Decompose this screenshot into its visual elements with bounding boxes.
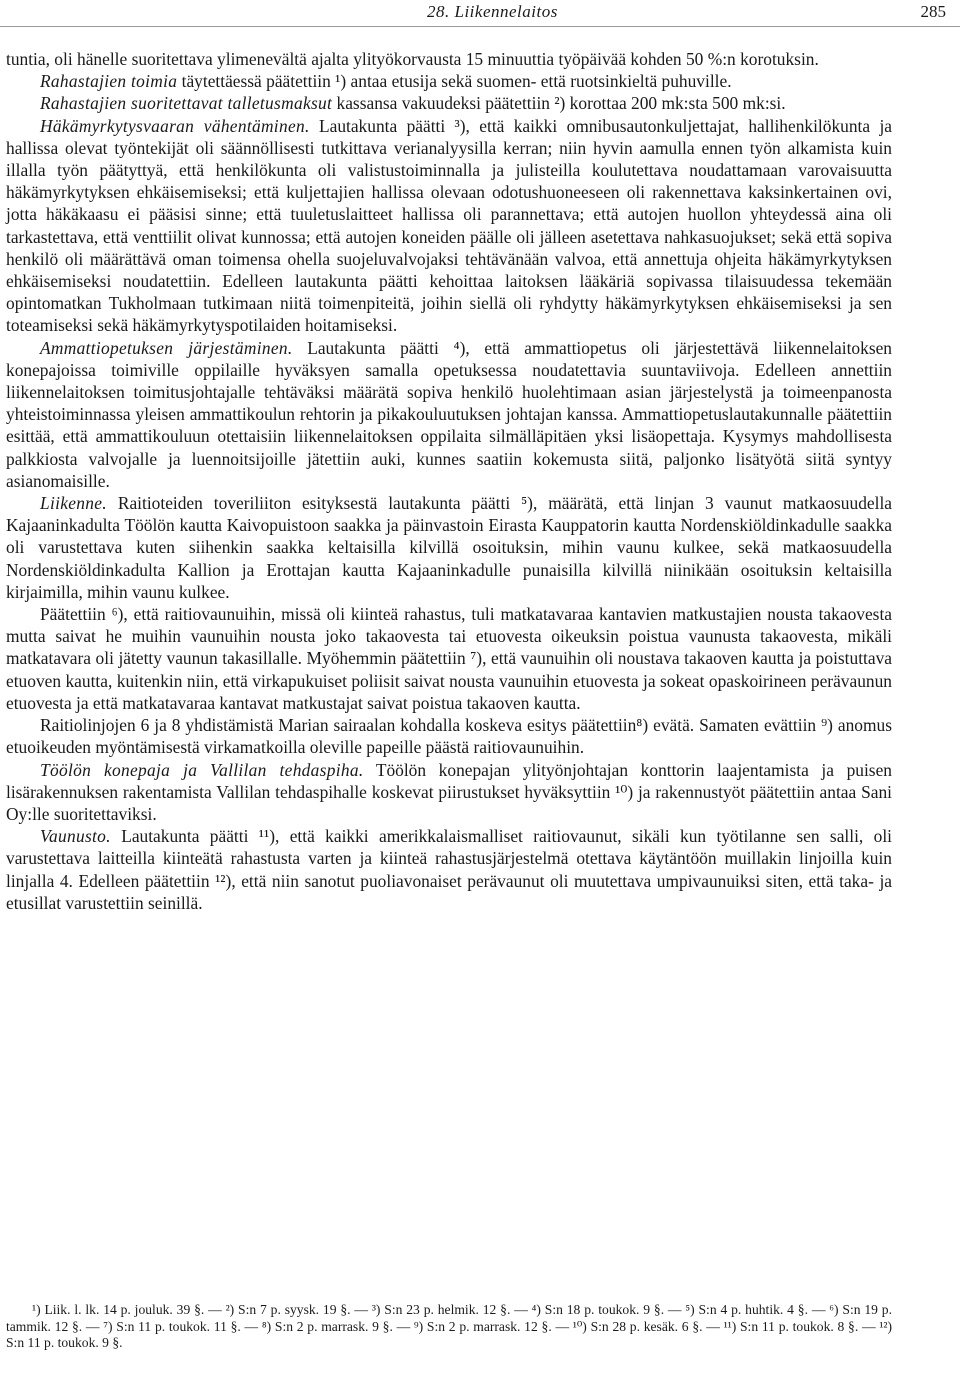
body-text <box>6 48 892 914</box>
running-title: 28. Liikennelaitos <box>427 2 558 21</box>
footnote-text: ¹) Liik. l. lk. 14 p. jouluk. 39 §. — ²) S:n 7 p. syysk. 19 §. — ³) S:n 23 p. helmik. 12 §. — ⁴) S:n 18 p. toukok. 9 §. — ⁵) S:n 4 p. huhtik. 4 §. — ⁶) S:n 19 p. tammik. 12 §. — ⁷) S:n 11 p. toukok. 11 §. — ⁸) S:n 2 p. marrask. 9 §. — ⁹) S:n 2 p. marrask. 12 §. — ¹⁰) S:n 28 p. kesäk. 6 §. — ¹¹) S:n 11 p. toukok. 8 §. — ¹²) S:n 11 p. toukok. 9 §. <box>6 1302 892 1350</box>
footnotes <box>6 1302 892 1352</box>
paragraph: Vaunusto. Lautakunta päätti ¹¹), että kaikki amerikkalaismalliset raitiovaunut, sikäli kun työtilanne sen salli, oli varustettava laitteilla kiinteätä rahastusta varten ja kiinteä rahastusjärjestelmä otettava käytäntöön muillakin linjoilla kuin linjalla 4. Edelleen päätettiin ¹²), että niin sanotut puoliavonaiset perävaunut oli muutettava umpivaunuiksi siten, että taka- ja etusillat varustettiin seinillä. <box>6 826 892 913</box>
header-rule <box>0 26 960 27</box>
page-number: 285 <box>920 2 946 21</box>
paragraph: Ammattiopetuksen järjestäminen. Lautakunta päätti ⁴), että ammattiopetus oli järjestettävä liikennelaitoksen konepajoissa toimiville oppilaille hyväksyen samalla opetuksessa noudatettavia suuntaviivoja. Edelleen annettiin liikennelaitoksen toimitusjohtajalle tehtäväksi määrätä sopiva henkilö huolehtimaan asian järjestelystä ja toimeenpanosta yhteistoiminnassa yleisen ammattikoulun rehtorin ja pikakouluutuksen johtajan kanssa. Ammattiopetuslautakunnalle päätettiin esittää, että ammattikouluun otettaisiin liikennelaitoksen oppilaita silmälläpitäen yksi lisäopettaja. Kysymys mahdollisesta palkkiosta valvojalle ja luennoitsijoille jätettiin auki, kunnes saatiin kokemusta siitä, paljonko lisätyötä siitä syntyy asianomaisille. <box>6 337 892 491</box>
paragraph: Töölön konepaja ja Vallilan tehdaspiha. Töölön konepajan ylityönjohtajan konttorin laajentamista ja puisen lisärakennuksen rakentamista Vallilan tehdaspihalle koskevat piirustukset hyväksyttiin ¹⁰) ja rakennustyöt päätettiin antaa Sani Oy:lle suoritettaviksi. <box>6 759 892 824</box>
paragraph: Päätettiin ⁶), että raitiovaunuihin, missä oli kiinteä rahastus, tuli matkatavaraa kantavien matkustajien nousta takaovesta mutta saivat he muihin vaunuihin noustа joko takaovesta tai etuovesta oikeuksin poistua vaunusta takaovesta, mikäli matkatavara oli jätetty vaunun takasillalle. Myöhemmin päätettiin ⁷), että vaunuihin oli noustava takaoven kautta ja poistuttava etuoven kautta, kuitenkin niin, että virkapukuiset poliisit saivat nousta vaunuihin etuovesta ja sokeat opaskoirineen perävaunun etuovesta ja että matkatavaraa kantavat matkustajat saivat poistua takaoven kautta. <box>6 604 892 713</box>
paragraph: Liikenne. Raitioteiden toveriliiton esityksestä lautakunta päätti ⁵), määrätä, että linjan 3 vaunut matkaosuudella Kajaaninkadulta Töölön kautta Kaivopuistoon saakka ja päinvastoin Eirasta Kauppatorin kautta Nordenskiöldinkadulle saakka oli varustettava kuten siihenkin saakka keltaisilla kilvillä osoituksin, mihin vaunu kulkee, sekä matkaosuudella Nordenskiöldinkadulta Kallion ja Erottajan kautta Kajaaninkadulle punaisilla kilvillä niinikään osoituksin keltaisilla kirjaimilla, mihin vaunu kulkee. <box>6 493 892 602</box>
paragraph: tuntia, oli hänelle suoritettava ylimenevältä ajalta ylityökorvausta 15 minuuttia työpäivää kohden 50 %:n korotuksin. <box>6 49 819 69</box>
paragraph: Häkämyrkytysvaaran vähentäminen. Lautakunta päätti ³), että kaikki omnibusautonkuljettajat, hallihenkilökunta ja hallissa olevat työntekijät oli säännöllisesti tutkittava verianalyysilla kerran; niin hyvin aamulla ennen työn alkamista kuin illalla työn päätyttyä, että henkilökunta oli valistustoiminnalla ja julisteilla koulutettava noudattamaan varovaisuutta häkämyrkytyksen ehkäisemiseksi; että kuljettajien hallissa olevaan odotushuoneeseen oli rakennettava kaksinkertainen ovi, jotta häkäkaasu ei pääsisi sinne; että tuuletuslaitteet hallissa oli parannettava; että autojen huollon yhteydessä aina oli tarkastettava, että venttiilit olivat kunnossa; että autojen koneiden päälle oli jälleen asetettava nahkasuojukset; sekä että sopiva henkilö oli määrättävä oman toimensa ohella suojeluvalvojaksi tehtävänään valvoa, että annettuja ohjeita häkämyrkytyksen ehkäisemiseksi noudatettiin. Edelleen lautakunta päätti kehoittaa laitoksen lääkäriä sopivassa tilaisuudessa tekemään opintomatkan Tukholmaan tutkimaan niitä toimenpiteitä, joihin siellä oli ryhdytty häkämyrkytyksen ehkäisemiseksi ja sen toteamiseksi sekä häkämyrkytyspotilaiden hoitamiseksi. <box>6 115 892 336</box>
paragraph: Rahastajien toimia täytettäessä päätettiin ¹) antaa etusija sekä suomen- että ruotsinkieltä puhuville. <box>40 71 732 92</box>
paragraph: Rahastajien suoritettavat talletusmaksut kassansa vakuudeksi päätettiin ²) korottaa 200 mk:sta 500 mk:si. <box>40 93 786 114</box>
paragraph: Raitiolinjojen 6 ja 8 yhdistämistä Marian sairaalan kohdalla koskeva esitys päätettiin⁸) evätä. Samaten evättiin ⁹) anomus etuoikeuden myöntämisestä virkamatkoilla oleville papeille päästä raitiovaunuihin. <box>6 715 892 758</box>
